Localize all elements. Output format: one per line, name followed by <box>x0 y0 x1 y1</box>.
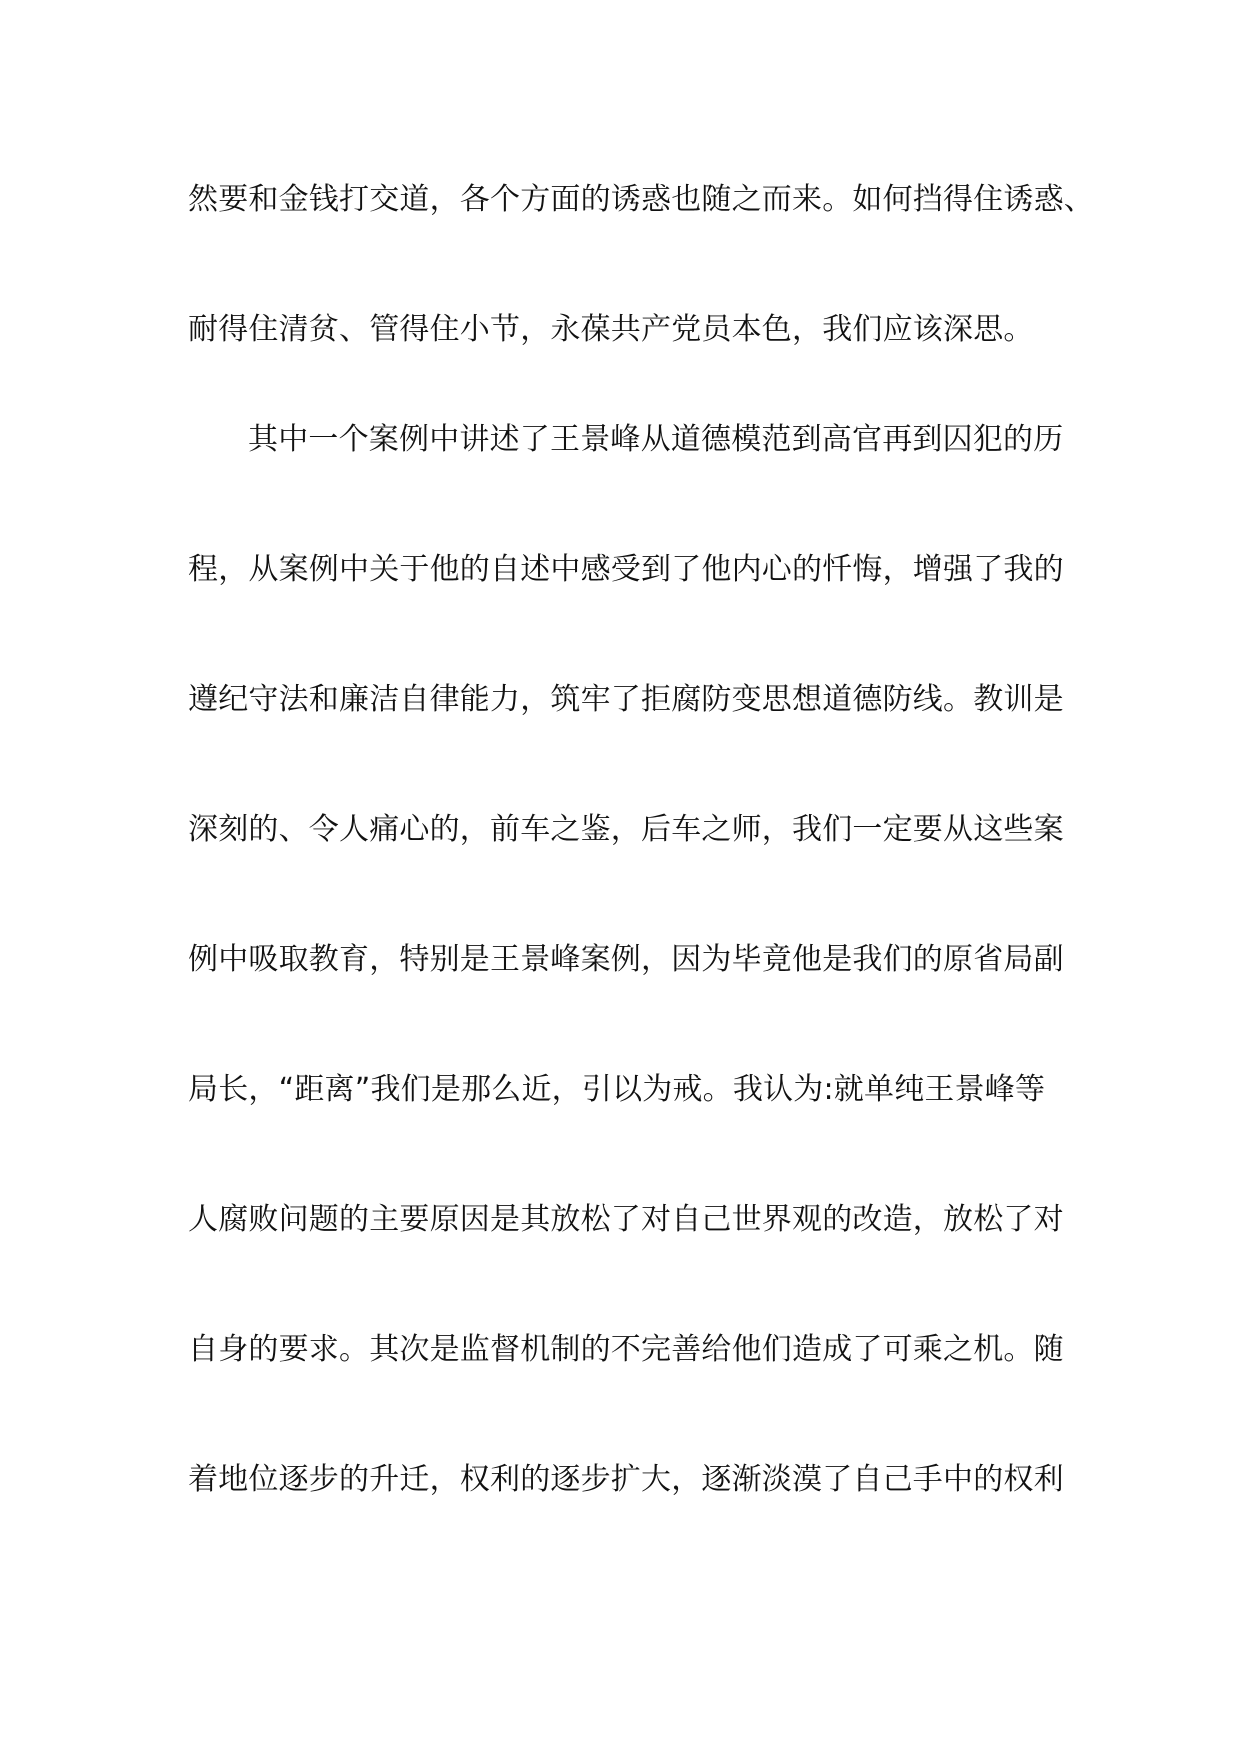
text-line: 耐得住清贫、管得住小节，永葆共产党员本色，我们应该深思。 <box>188 312 1034 347</box>
text-line: 程，从案例中关于他的自述中感受到了他内心的忏悔，增强了我的 <box>188 552 1064 587</box>
paragraph-start-line: 其中一个案例中讲述了王景峰从道德模范到高官再到囚犯的历 <box>248 422 1064 457</box>
text-line: 人腐败问题的主要原因是其放松了对自己世界观的改造，放松了对 <box>188 1202 1064 1237</box>
text-line: 例中吸取教育，特别是王景峰案例，因为毕竟他是我们的原省局副 <box>188 942 1064 977</box>
text-line: 然要和金钱打交道，各个方面的诱惑也随之而来。如何挡得住诱惑、 <box>188 182 1094 217</box>
text-line: 深刻的、令人痛心的，前车之鉴，后车之师，我们一定要从这些案 <box>188 812 1064 847</box>
text-line: 自身的要求。其次是监督机制的不完善给他们造成了可乘之机。随 <box>188 1332 1064 1367</box>
text-line: 局长，“距离”我们是那么近，引以为戒。我认为:就单纯王景峰等 <box>188 1072 1046 1107</box>
text-line: 遵纪守法和廉洁自律能力，筑牢了拒腐防变思想道德防线。教训是 <box>188 682 1064 717</box>
text-line: 着地位逐步的升迁，权利的逐步扩大，逐渐淡漠了自己手中的权利 <box>188 1462 1064 1497</box>
